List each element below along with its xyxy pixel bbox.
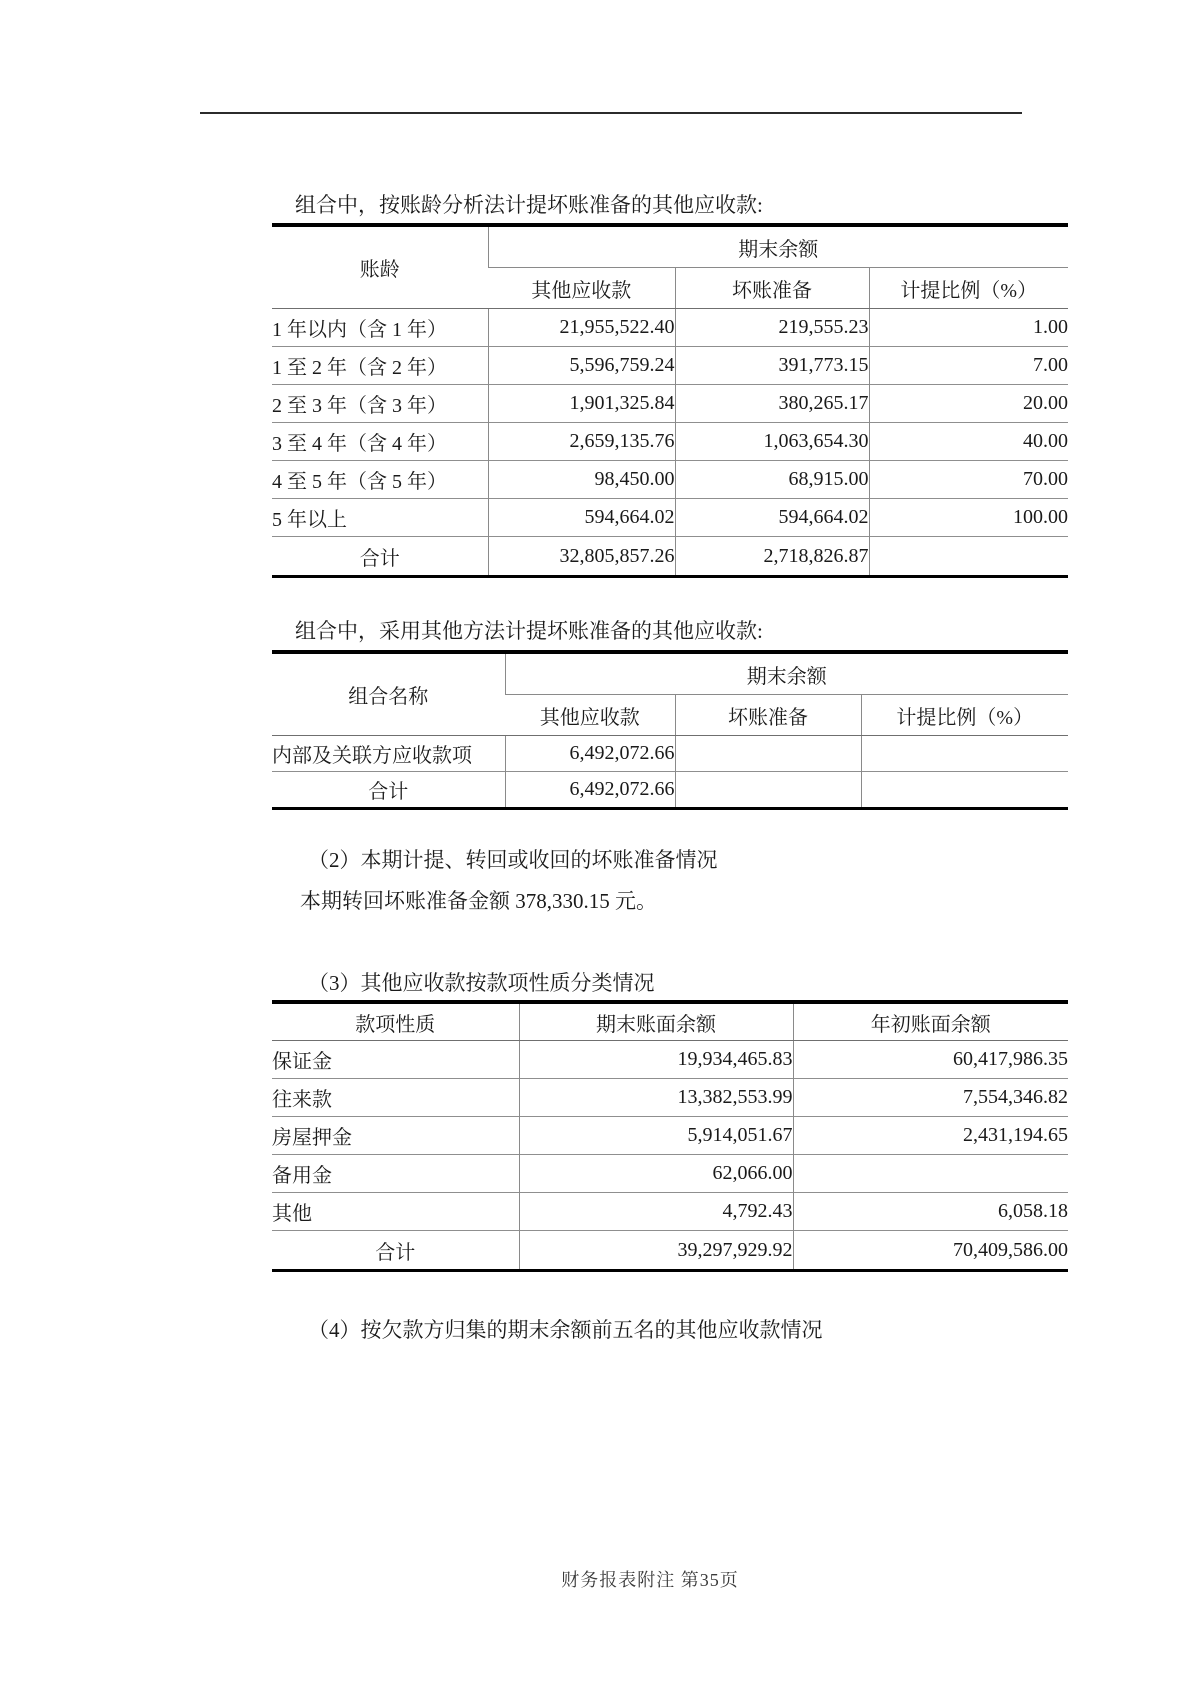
nature-section-heading: （3）其他应收款按款项性质分类情况 <box>308 971 655 995</box>
total-label: 合计 <box>272 772 505 809</box>
ratio-value: 20.00 <box>869 385 1068 423</box>
aging-label: 1 年以内（含 1 年） <box>272 309 488 347</box>
ratio-value <box>861 736 1068 772</box>
nature-label: 保证金 <box>272 1041 519 1079</box>
beginning-balance-value: 7,554,346.82 <box>793 1079 1068 1117</box>
aging-label: 5 年以上 <box>272 499 488 537</box>
ratio-value: 7.00 <box>869 347 1068 385</box>
col-header-other-receivables: 其他应收款 <box>505 695 675 736</box>
total-beginning-balance-value: 70,409,586.00 <box>793 1231 1068 1271</box>
beginning-balance-value: 60,417,986.35 <box>793 1041 1068 1079</box>
group-header-ending-balance: 期末余额 <box>488 225 1068 268</box>
nature-classification-table <box>272 1000 1068 1272</box>
total-receivable-value: 32,805,857.26 <box>488 537 675 577</box>
ending-balance-value: 4,792.43 <box>519 1193 793 1231</box>
table-row <box>272 309 1068 347</box>
beginning-balance-value <box>793 1155 1068 1193</box>
aging-analysis-table <box>272 223 1068 578</box>
col-header-provision-ratio: 计提比例（%） <box>861 695 1068 736</box>
table-header-row <box>272 1002 1068 1041</box>
total-provision-value: 2,718,826.87 <box>675 537 869 577</box>
total-label: 合计 <box>272 1231 519 1271</box>
total-provision-value <box>675 772 861 809</box>
nature-label: 备用金 <box>272 1155 519 1193</box>
ending-balance-value: 5,914,051.67 <box>519 1117 793 1155</box>
total-ratio-value <box>861 772 1068 809</box>
table-row <box>272 461 1068 499</box>
ratio-value: 70.00 <box>869 461 1068 499</box>
receivable-value: 98,450.00 <box>488 461 675 499</box>
aging-label: 3 至 4 年（含 4 年） <box>272 423 488 461</box>
table-row <box>272 1041 1068 1079</box>
page-header-rule <box>200 112 1022 114</box>
col-header-nature: 款项性质 <box>272 1002 519 1041</box>
col-header-bad-debt-provision: 坏账准备 <box>675 695 861 736</box>
col-header-provision-ratio: 计提比例（%） <box>869 268 1068 309</box>
table-row <box>272 347 1068 385</box>
total-receivable-value: 6,492,072.66 <box>505 772 675 809</box>
ending-balance-value: 62,066.00 <box>519 1155 793 1193</box>
other-method-section-heading: 组合中，采用其他方法计提坏账准备的其他应收款: <box>295 619 763 643</box>
nature-label: 房屋押金 <box>272 1117 519 1155</box>
ratio-value: 100.00 <box>869 499 1068 537</box>
ratio-value: 40.00 <box>869 423 1068 461</box>
receivable-value: 1,901,325.84 <box>488 385 675 423</box>
ending-balance-value: 19,934,465.83 <box>519 1041 793 1079</box>
table-total-row <box>272 1231 1068 1271</box>
beginning-balance-value: 6,058.18 <box>793 1193 1068 1231</box>
provision-change-heading: （2）本期计提、转回或收回的坏账准备情况 <box>308 848 718 872</box>
receivable-value: 21,955,522.40 <box>488 309 675 347</box>
col-header-ending-book-balance: 期末账面余额 <box>519 1002 793 1041</box>
group-header-ending-balance: 期末余额 <box>505 652 1068 695</box>
page-footer: 财务报表附注 第35页 <box>561 1570 739 1590</box>
receivable-value: 594,664.02 <box>488 499 675 537</box>
total-ratio-value <box>869 537 1068 577</box>
ending-balance-value: 13,382,553.99 <box>519 1079 793 1117</box>
provision-value: 219,555.23 <box>675 309 869 347</box>
table-header-row <box>272 652 1068 695</box>
aging-label: 4 至 5 年（含 5 年） <box>272 461 488 499</box>
aging-label: 1 至 2 年（含 2 年） <box>272 347 488 385</box>
provision-value <box>675 736 861 772</box>
table-total-row <box>272 772 1068 809</box>
aging-label: 2 至 3 年（含 3 年） <box>272 385 488 423</box>
table-row <box>272 1079 1068 1117</box>
provision-value: 1,063,654.30 <box>675 423 869 461</box>
portfolio-label: 内部及关联方应收款项 <box>272 736 505 772</box>
receivable-value: 2,659,135.76 <box>488 423 675 461</box>
nature-label: 往来款 <box>272 1079 519 1117</box>
provision-change-body: 本期转回坏账准备金额 378,330.15 元。 <box>300 889 657 913</box>
col-header-bad-debt-provision: 坏账准备 <box>675 268 869 309</box>
table-row <box>272 499 1068 537</box>
ratio-value: 1.00 <box>869 309 1068 347</box>
aging-section-heading: 组合中，按账龄分析法计提坏账准备的其他应收款: <box>295 193 763 217</box>
provision-value: 68,915.00 <box>675 461 869 499</box>
receivable-value: 6,492,072.66 <box>505 736 675 772</box>
table-header-row <box>272 225 1068 268</box>
total-ending-balance-value: 39,297,929.92 <box>519 1231 793 1271</box>
table-row <box>272 736 1068 772</box>
other-method-table <box>272 650 1068 810</box>
col-header-other-receivables: 其他应收款 <box>488 268 675 309</box>
provision-value: 594,664.02 <box>675 499 869 537</box>
table-row <box>272 423 1068 461</box>
top5-section-heading: （4）按欠款方归集的期末余额前五名的其他应收款情况 <box>308 1318 823 1342</box>
table-row <box>272 1117 1068 1155</box>
table-total-row <box>272 537 1068 577</box>
table-row <box>272 1155 1068 1193</box>
nature-label: 其他 <box>272 1193 519 1231</box>
receivable-value: 5,596,759.24 <box>488 347 675 385</box>
table-row <box>272 1193 1068 1231</box>
col-header-beginning-book-balance: 年初账面余额 <box>793 1002 1068 1041</box>
total-label: 合计 <box>272 537 488 577</box>
col-header-portfolio-name: 组合名称 <box>272 652 505 736</box>
provision-value: 380,265.17 <box>675 385 869 423</box>
table-row <box>272 385 1068 423</box>
col-header-aging: 账龄 <box>272 225 488 309</box>
provision-value: 391,773.15 <box>675 347 869 385</box>
beginning-balance-value: 2,431,194.65 <box>793 1117 1068 1155</box>
